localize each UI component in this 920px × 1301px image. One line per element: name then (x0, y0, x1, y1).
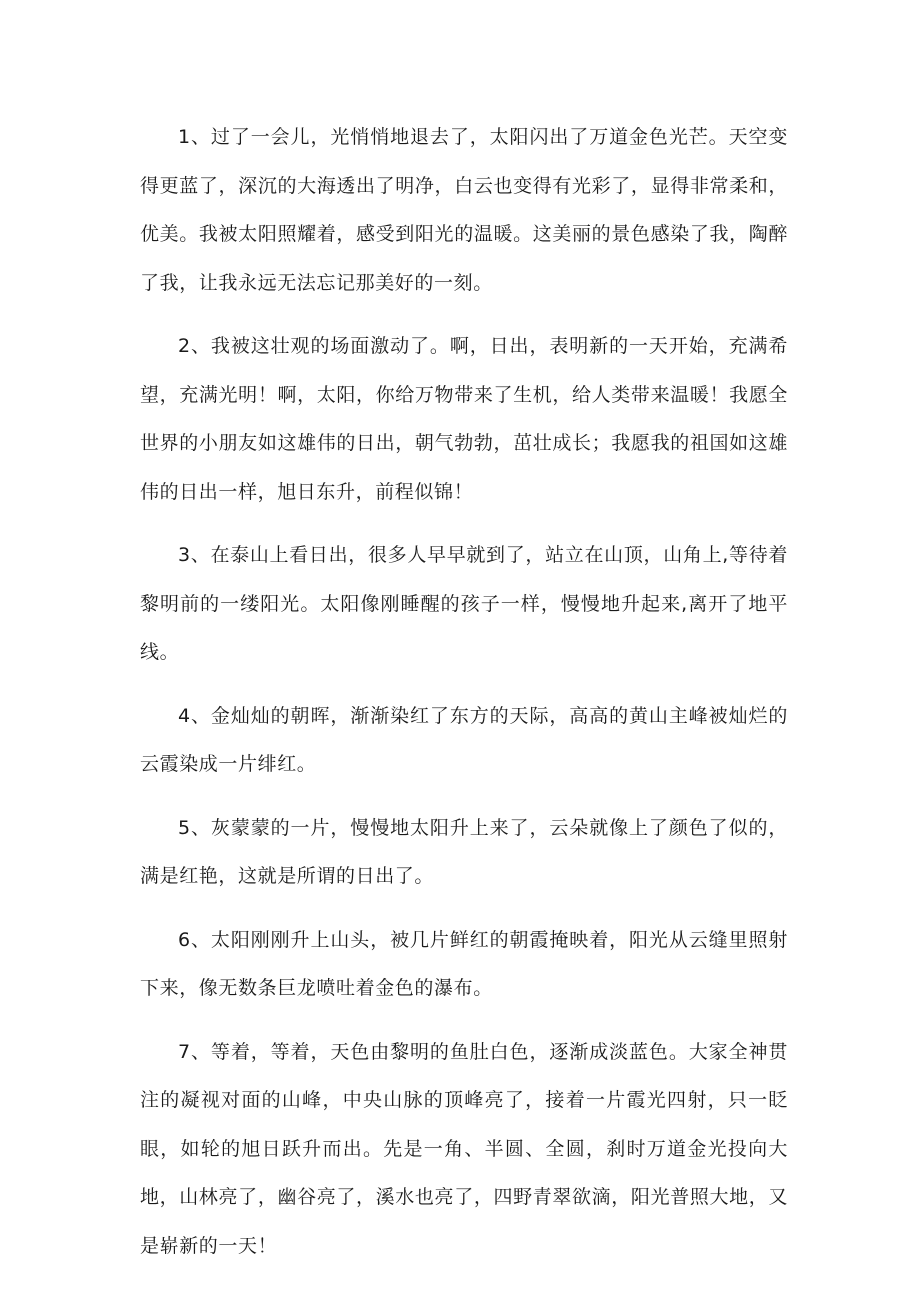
paragraph-1: 1、过了一会儿，光悄悄地退去了，太阳闪出了万道金色光芒。天空变得更蓝了，深沉的大海透出了明净，白云也变得有光彩了，显得非常柔和，优美。我被太阳照耀着，感受到阳光的温暖。这美丽的景色感染了我，陶醉了我，让我永远无法忘记那美好的一刻。 (140, 126, 788, 294)
document-body (140, 113, 788, 1285)
paragraph-7: 7、等着，等着，天色由黎明的鱼肚白色，逐渐成淡蓝色。大家全神贯注的凝视对面的山峰，中央山脉的顶峰亮了，接着一片霞光四射，只一眨眼，如轮的旭日跃升而出。先是一角、半圆、全圆，刹时万道金光投向大地，山林亮了，幽谷亮了，溪水也亮了，四野青翠欲滴，阳光普照大地，又是崭新的一天！ (140, 1040, 788, 1257)
paragraph-6: 6、太阳刚刚升上山头，被几片鲜红的朝霞掩映着，阳光从云缝里照射下来，像无数条巨龙喷吐着金色的瀑布。 (140, 928, 788, 999)
paragraph-3: 3、在泰山上看日出，很多人早早就到了，站立在山顶，山角上,等待着黎明前的一缕阳光。太阳像刚睡醒的孩子一样，慢慢地升起来,离开了地平线。 (140, 544, 788, 663)
paragraph-5: 5、灰蒙蒙的一片，慢慢地太阳升上来了，云朵就像上了颜色了似的，满是红艳，这就是所谓的日出了。 (140, 816, 788, 887)
paragraph-2: 2、我被这壮观的场面激动了。啊，日出，表明新的一天开始，充满希望，充满光明！啊，太阳，你给万物带来了生机，给人类带来温暖！我愿全世界的小朋友如这雄伟的日出，朝气勃勃，茁壮成长；我愿我的祖国如这雄伟的日出一样，旭日东升，前程似锦！ (140, 335, 788, 503)
paragraph-4: 4、金灿灿的朝晖，渐渐染红了东方的天际，高高的黄山主峰被灿烂的云霞染成一片绯红。 (140, 704, 788, 775)
